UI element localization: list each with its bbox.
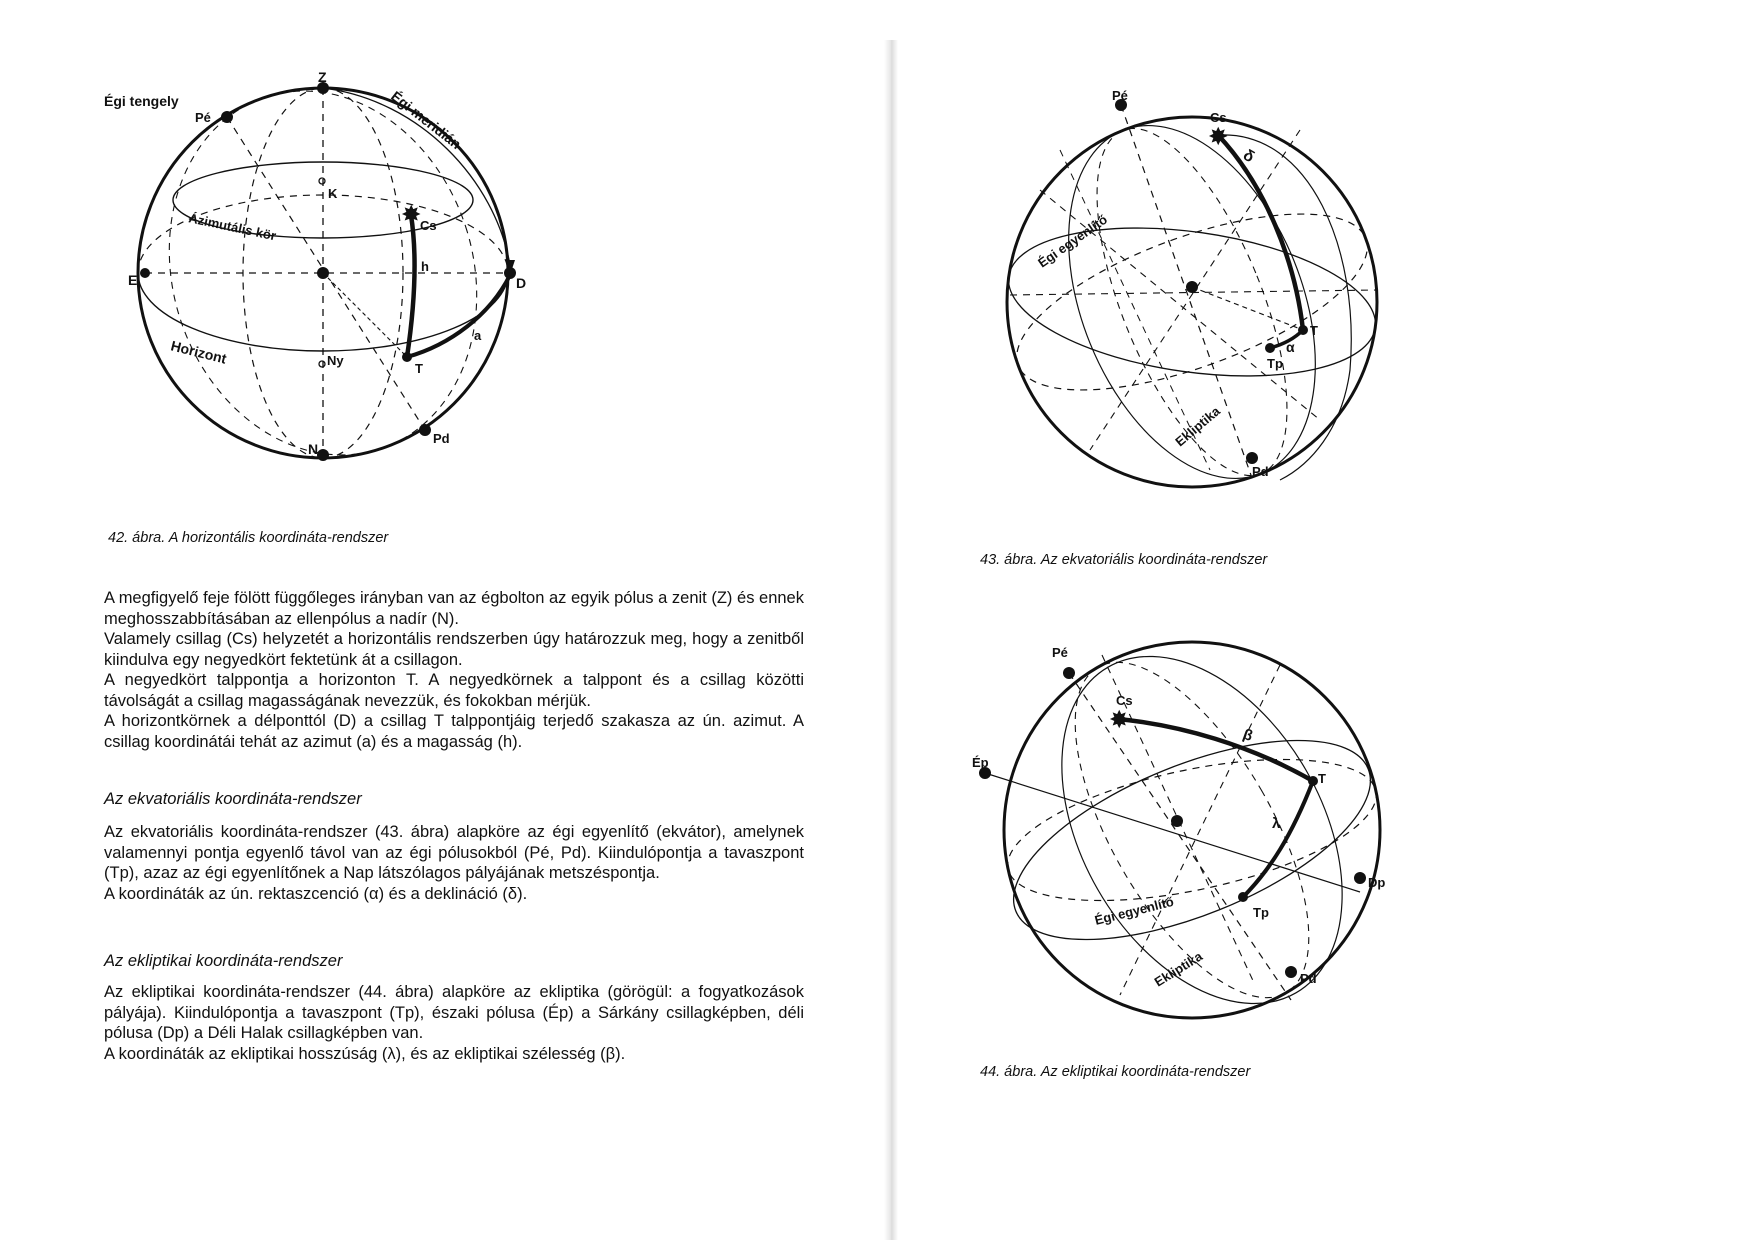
- paragraph: A negyedkört talppontja a horizonton T. A negyedkörnek a talppont és a csillag közötti távolságát a csillag magasságának nevezzük, és fokokban mérjük.: [104, 671, 804, 710]
- paragraph: Az ekvatoriális koordináta-rendszer (43. ábra) alapköre az égi egyenlítő (ekvátor), amelynek valamennyi pontja egyenlő távol van az égi pólusokból (Pé, Pd). Kiindulópontja a tavaszpont (Tp), azaz az égi egyenlítőnek a Nap látszólagos pályájának metszéspontja.: [104, 823, 804, 882]
- paragraph: Az ekliptikai koordináta-rendszer (44. ábra) alapköre az ekliptika (görögül: a fogyatkozások pályája). Kiindulópontja a tavaszpont (Tp), északi pólusa (Ép) a Sárkány csillagképben, déli pólusa (Dp) a Déli Halak csillagképben van.: [104, 983, 804, 1042]
- label-d: D: [516, 275, 527, 291]
- caption-number: 42. ábra.: [108, 530, 166, 546]
- label-z: Z: [318, 69, 327, 85]
- point-tp: [1238, 892, 1248, 902]
- body-text-block-3: [104, 982, 804, 1064]
- point-t: [1308, 776, 1318, 786]
- latitude-arc: [1118, 719, 1313, 781]
- caption-number: 44. ábra.: [980, 1064, 1038, 1080]
- hour-circle: [1021, 89, 1364, 514]
- point-south-pole: [419, 424, 431, 436]
- polar-axis: [1069, 673, 1291, 1000]
- label-egi-meridian: Égi meridián: [388, 87, 465, 153]
- label-egi-egyenlito: Égi egyenlítő: [1035, 211, 1110, 271]
- point-ny: [319, 361, 325, 367]
- point-center: [1186, 281, 1198, 293]
- figure-44-diagram: [972, 625, 1420, 1075]
- figure-42-caption: [108, 530, 388, 546]
- label-azimutalis-kor: Ázimutális kör: [187, 210, 278, 244]
- label-pd: Pd: [433, 431, 450, 446]
- figure-43-diagram: [980, 90, 1410, 540]
- caption-text: Az ekvatoriális koordináta-rendszer: [1040, 552, 1268, 568]
- altitude-arc: [407, 215, 415, 357]
- point-dp: [1354, 872, 1366, 884]
- equator-dashed: [996, 178, 1388, 427]
- label-pd: Pd: [1300, 971, 1317, 986]
- label-t: T: [415, 361, 423, 376]
- paragraph: Valamely csillag (Cs) helyzetét a horizontális rendszerben úgy határozzuk meg, hogy a zenitből kiindulva egy negyedkört fektetünk át a csillagon.: [104, 630, 804, 669]
- label-horizont: Horizont: [169, 337, 229, 367]
- label-alpha: α: [1286, 339, 1295, 355]
- label-ekliptika: Ekliptika: [1151, 948, 1205, 990]
- label-pe: Pé: [195, 110, 211, 125]
- point-east: [140, 268, 150, 278]
- body-text-block-2: [104, 822, 804, 904]
- center-line-4: [1060, 150, 1210, 470]
- label-egi-egyenlito: Égi egyenlítő: [1093, 893, 1176, 928]
- label-ekliptika: Ekliptika: [1172, 403, 1223, 450]
- figure-42-diagram: [100, 70, 600, 530]
- center-to-foot: [323, 273, 407, 357]
- caption-text: Az ekliptikai koordináta-rendszer: [1040, 1064, 1251, 1080]
- declination-circle: [1218, 135, 1351, 480]
- label-e: E: [128, 272, 138, 288]
- label-n: N: [308, 441, 319, 457]
- ecliptic-ellipse: [999, 207, 1385, 397]
- section-heading-equatorial: Az ekvatoriális koordináta-rendszer: [104, 790, 362, 808]
- center-line-2: [1120, 665, 1280, 995]
- ecliptic-dashed: [996, 732, 1389, 928]
- star-icon: ✸: [1209, 124, 1228, 149]
- label-cs: Cs: [420, 218, 437, 233]
- paragraph: A horizontkörnek a délponttól (D) a csillag T talppontjáig terjedő szakasza az ún. azimut. A csillag koordinátái tehát az azimut (a) és a magasság (h).: [104, 712, 804, 751]
- point-tp: [1265, 343, 1275, 353]
- label-cs: Cs: [1210, 110, 1227, 125]
- point-k: [319, 178, 325, 184]
- label-t: T: [1318, 771, 1326, 786]
- label-tp: Tp: [1267, 356, 1283, 371]
- label-tp: Tp: [1253, 905, 1269, 920]
- label-pe: Pé: [1112, 88, 1128, 103]
- label-t: T: [1310, 323, 1318, 338]
- caption-number: 43. ábra.: [980, 552, 1038, 568]
- figure-44-caption: [980, 1064, 1250, 1080]
- paragraph: A koordináták az ún. rektaszcenció (α) és a deklináció (δ).: [104, 884, 528, 903]
- figure-43-caption: [980, 552, 1267, 568]
- section-heading-ecliptic: Az ekliptikai koordináta-rendszer: [104, 952, 343, 970]
- paragraph: A megfigyelő feje fölött függőleges irányban van az égbolton az egyik pólus a zenit (Z) és ennek meghosszabbításában az ellenpólus a nadír (N).: [104, 589, 804, 628]
- point-south-pole: [1285, 966, 1297, 978]
- label-dp: Dp: [1368, 875, 1386, 890]
- point-center: [317, 267, 329, 279]
- paragraph: A koordináták az ekliptikai hosszúság (λ), és az ekliptikai szélesség (β).: [104, 1044, 626, 1063]
- longitude-arc: [1243, 781, 1313, 897]
- point-south-pole: [1246, 452, 1258, 464]
- label-k: K: [328, 186, 338, 201]
- label-delta: δ: [1240, 146, 1257, 167]
- label-pe: Pé: [1052, 645, 1068, 660]
- right-page: [880, 0, 1753, 1240]
- point-t: [1298, 325, 1308, 335]
- center-to-t: [1192, 287, 1303, 330]
- label-h: h: [421, 259, 429, 274]
- point-center: [1171, 815, 1183, 827]
- label-ny: Ny: [327, 353, 344, 368]
- star-icon: ✸: [402, 202, 421, 227]
- body-text-block-1: [104, 588, 804, 752]
- label-pd: Pd: [1252, 464, 1269, 479]
- point-foot: [402, 352, 412, 362]
- point-nadir: [317, 449, 329, 461]
- point-south: [504, 267, 516, 279]
- label-beta: β: [1240, 725, 1256, 745]
- point-north-pole: [1063, 667, 1075, 679]
- caption-text: A horizontális koordináta-rendszer: [168, 530, 389, 546]
- label-cs: Cs: [1116, 693, 1133, 708]
- ecliptic-axis: [985, 773, 1360, 892]
- point-north-pole: [221, 111, 233, 123]
- label-ep: Ép: [972, 755, 989, 770]
- star-icon: ✸: [1110, 707, 1129, 732]
- label-a: a: [474, 328, 482, 343]
- label-lambda: λ: [1272, 815, 1281, 832]
- label-egi-tengely: Égi tengely: [104, 93, 179, 109]
